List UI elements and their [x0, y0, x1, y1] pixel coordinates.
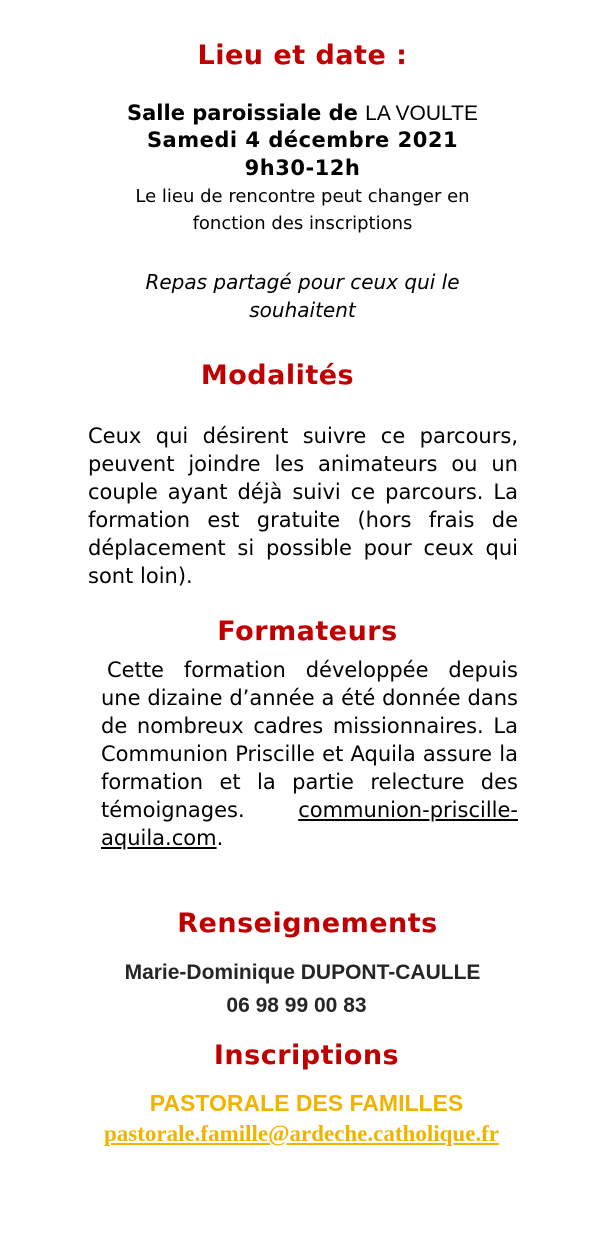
contact-phone: 06 98 99 00 83 [226, 994, 367, 1017]
formateurs-end-punctuation: . [216, 826, 224, 850]
communion-website-link[interactable]: communion-priscille-aquila.com [101, 798, 518, 850]
contact-name: Marie-Dominique DUPONT-CAULLE [124, 961, 481, 984]
email-line [0, 1119, 604, 1149]
formateurs-paragraph [101, 656, 518, 852]
location-note-line-1: Le lieu de rencontre peut changer en [135, 186, 470, 207]
location-note-line-2: fonction des inscriptions [192, 213, 413, 234]
event-date: Samedi 4 décembre 2021 [146, 128, 459, 152]
formateurs-text: Cette formation développée depuis une dizaine d’année a été donnée dans de nombreux cadres missionnaires. La Communion Priscille et Aquila assure la formation et la partie relecture des témoignages. [101, 658, 518, 822]
formateurs-heading: Formateurs [217, 616, 398, 647]
meal-note-line-2: souhaitent [249, 298, 356, 322]
email-link[interactable]: pastorale.famille@ardeche.catholique.fr [103, 1121, 500, 1146]
event-time: 9h30-12h [244, 156, 361, 180]
organization-name: PASTORALE DES FAMILLES [149, 1090, 464, 1116]
renseignements-heading: Renseignements [177, 908, 438, 939]
lieu-heading: Lieu et date : [197, 40, 408, 71]
venue-city: LA VOULTE [365, 102, 478, 125]
meal-note-line-1: Repas partagé pour ceux qui le [145, 270, 460, 294]
inscriptions-heading: Inscriptions [213, 1040, 400, 1071]
venue-line [0, 100, 605, 127]
venue-prefix: Salle paroissiale de [127, 101, 366, 125]
modalites-heading: Modalités [200, 360, 355, 391]
modalites-paragraph: Ceux qui désirent suivre ce parcours, peuvent joindre les animateurs ou un couple ayant déjà suivi ce parcours. La formation est gratuite (hors frais de déplacement si possible pour ceux qui sont loin). [88, 424, 518, 588]
